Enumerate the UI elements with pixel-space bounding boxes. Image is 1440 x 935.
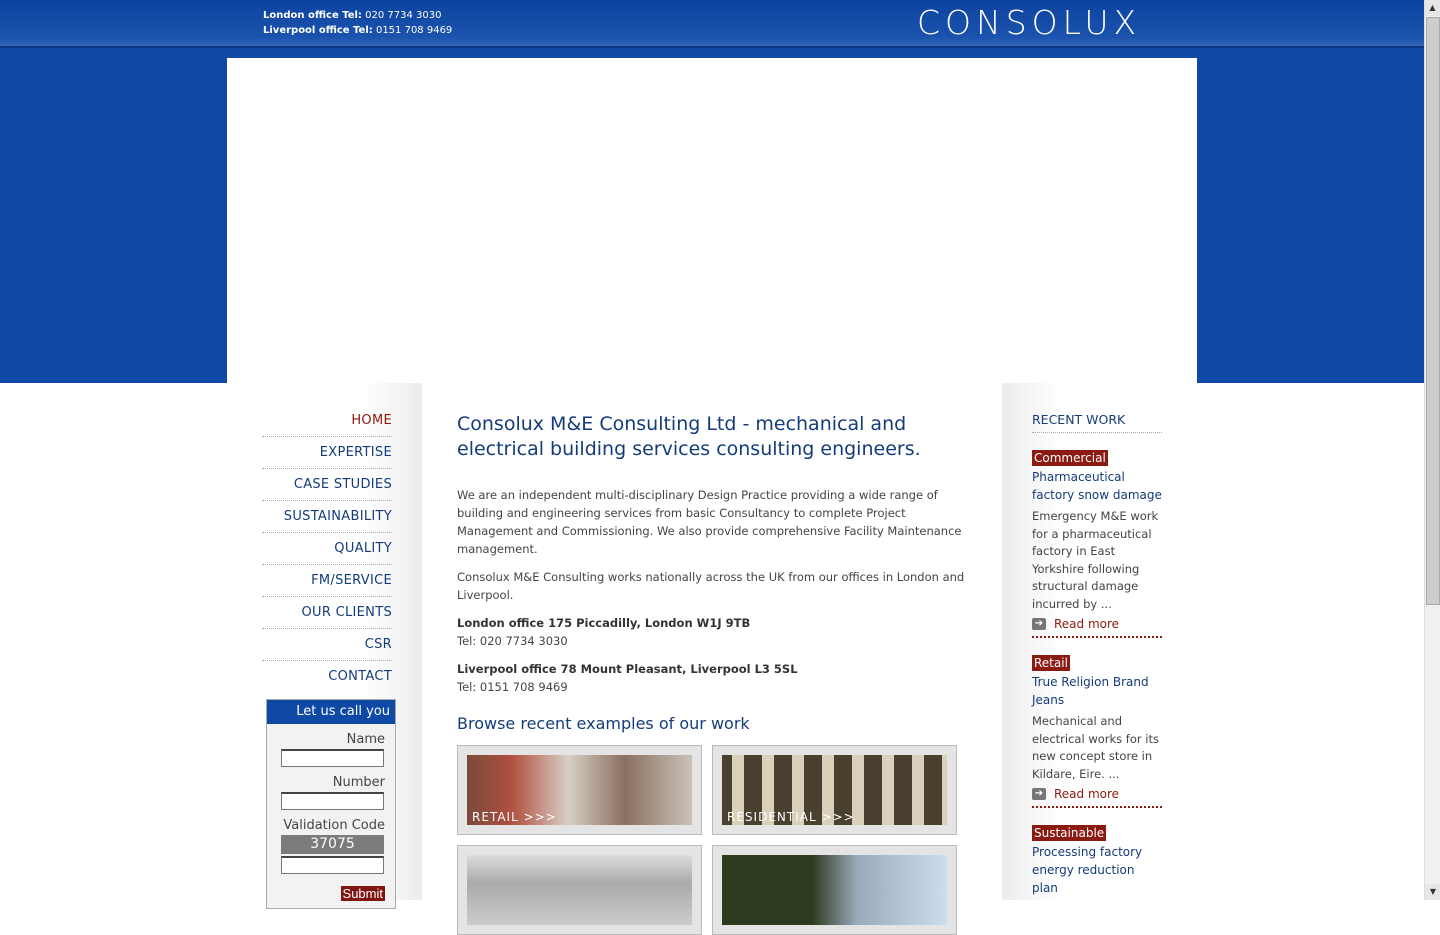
tile-retail[interactable]: [457, 745, 702, 835]
intro-paragraph: We are an independent multi-disciplinary Design Practice providing a wide range of building and engineering services from basic Consultancy to complete Project Management and Commissioning. We also provide comprehensive Facility Maintenance management.: [457, 488, 962, 556]
recent-item: [1032, 447, 1162, 638]
item-title[interactable]: Processing factory energy reduction plan: [1032, 845, 1143, 895]
callback-form: [266, 699, 396, 909]
scrollbar[interactable]: [1424, 0, 1440, 900]
london-tel: 020 7734 3030: [365, 10, 442, 21]
scroll-down-icon[interactable]: ▼: [1425, 884, 1440, 900]
number-input[interactable]: [281, 792, 384, 810]
tile-residential[interactable]: [712, 745, 957, 835]
nav-csr[interactable]: CSR: [262, 629, 392, 661]
banner-area: [227, 58, 1197, 383]
nav-home[interactable]: HOME: [262, 405, 392, 437]
main-content: [457, 412, 972, 935]
arrow-right-icon: ➔: [1032, 618, 1046, 630]
scroll-thumb[interactable]: [1426, 17, 1440, 605]
callback-title: Let us call you: [267, 700, 395, 724]
office-phones: [263, 8, 452, 38]
nav-contact[interactable]: CONTACT: [328, 669, 392, 684]
item-desc: Emergency M&E work for a pharmaceutical factory in East Yorkshire following structural damage incurred by ...: [1032, 509, 1159, 611]
recent-work: [1032, 412, 1162, 897]
main-nav: [262, 405, 392, 693]
london-phone: Tel: 020 7734 3030: [457, 634, 568, 648]
offices-paragraph: Consolux M&E Consulting works nationally across the UK from our offices in London and Liverpool.: [457, 570, 965, 602]
validation-input[interactable]: [281, 856, 384, 874]
category-tag[interactable]: Sustainable: [1034, 826, 1105, 840]
nav-case-studies[interactable]: CASE STUDIES: [262, 469, 392, 501]
logo[interactable]: CONSOLUX: [917, 3, 1142, 42]
validation-label: Validation Code: [283, 818, 385, 833]
nav-quality[interactable]: QUALITY: [262, 533, 392, 565]
browse-heading: Browse recent examples of our work: [457, 714, 750, 733]
commercial-image: [467, 855, 692, 925]
read-more-link[interactable]: [1032, 787, 1162, 808]
public-image: [722, 855, 947, 925]
item-desc: Mechanical and electrical works for its new concept store in Kildare, Eire. ...: [1032, 714, 1159, 781]
category-tag[interactable]: Commercial: [1034, 451, 1106, 465]
number-label: Number: [332, 775, 385, 790]
item-title[interactable]: Pharmaceutical factory snow damage: [1032, 470, 1162, 502]
london-address: London office 175 Piccadilly, London W1J 9TB: [457, 616, 751, 630]
nav-fm-service[interactable]: FM/SERVICE: [262, 565, 392, 597]
tile-commercial[interactable]: [457, 845, 702, 935]
read-more-label: Read more: [1054, 617, 1120, 631]
recent-item: [1032, 652, 1162, 808]
liverpool-address: Liverpool office 78 Mount Pleasant, Liverpool L3 5SL: [457, 662, 798, 676]
tile-caption: RETAIL >>>: [472, 810, 557, 824]
tile-public[interactable]: [712, 845, 957, 935]
page-title: Consolux M&E Consulting Ltd - mechanical and electrical building services consulting engineers.: [457, 413, 921, 460]
recent-work-title: RECENT WORK: [1032, 412, 1162, 433]
name-label: Name: [346, 732, 385, 747]
nav-expertise[interactable]: EXPERTISE: [262, 437, 392, 469]
submit-button[interactable]: Submit: [342, 886, 383, 901]
read-more-label: Read more: [1054, 787, 1120, 801]
header-bar: [0, 0, 1424, 48]
scroll-up-icon[interactable]: ▲: [1425, 0, 1440, 16]
read-more-link[interactable]: [1032, 617, 1162, 638]
tile-caption: RESIDENTIAL >>>: [727, 810, 855, 824]
captcha-image: 37075: [281, 835, 384, 854]
liverpool-phone: Tel: 0151 708 9469: [457, 680, 568, 694]
nav-our-clients[interactable]: OUR CLIENTS: [262, 597, 392, 629]
recent-item: [1032, 822, 1162, 897]
category-tag[interactable]: Retail: [1034, 656, 1068, 670]
nav-sustainability[interactable]: SUSTAINABILITY: [262, 501, 392, 533]
item-title[interactable]: True Religion Brand Jeans: [1032, 675, 1149, 707]
arrow-right-icon: ➔: [1032, 788, 1046, 800]
liverpool-tel: 0151 708 9469: [375, 25, 453, 36]
liverpool-label: Liverpool office Tel:: [263, 25, 373, 36]
name-input[interactable]: [281, 749, 384, 767]
london-label: London office Tel:: [263, 10, 362, 21]
